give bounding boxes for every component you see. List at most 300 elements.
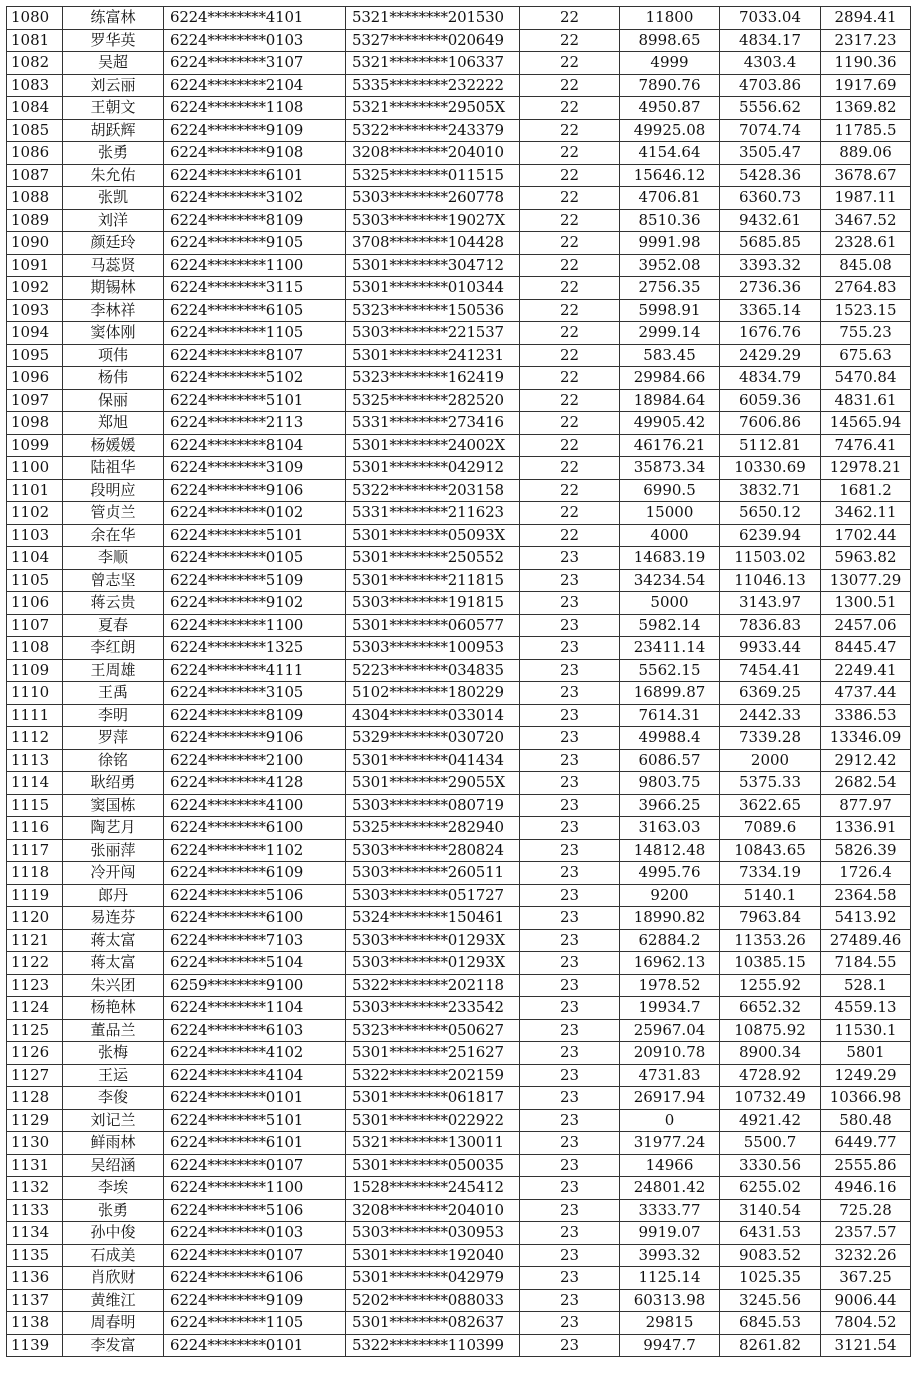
row-number-cell: 1105 <box>7 569 63 592</box>
name-cell: 冷开闯 <box>63 862 164 885</box>
name-cell: 石成美 <box>63 1244 164 1267</box>
name-cell: 余在华 <box>63 524 164 547</box>
id-number-cell: 4304********033014 <box>346 704 520 727</box>
table-row <box>7 412 911 435</box>
row-number-cell: 1130 <box>7 1132 63 1155</box>
row-number-cell: 1109 <box>7 659 63 682</box>
amount-cell: 755.23 <box>821 322 911 345</box>
name-cell: 李俊 <box>63 1087 164 1110</box>
amount-cell: 2682.54 <box>821 772 911 795</box>
name-cell: 黄维江 <box>63 1289 164 1312</box>
name-cell: 夏春 <box>63 614 164 637</box>
id-number-cell: 5303********221537 <box>346 322 520 345</box>
amount-cell: 15000 <box>620 502 720 525</box>
bank-card-cell: 6224********8109 <box>164 209 346 232</box>
bank-card-cell: 6224********2104 <box>164 74 346 97</box>
amount-cell: 4834.17 <box>720 29 821 52</box>
bank-card-cell: 6224********0103 <box>164 29 346 52</box>
row-number-cell: 1134 <box>7 1222 63 1245</box>
bank-card-cell: 6224********1100 <box>164 254 346 277</box>
name-cell: 项伟 <box>63 344 164 367</box>
table-row <box>7 299 911 322</box>
name-cell: 张凯 <box>63 187 164 210</box>
id-number-cell: 5335********232222 <box>346 74 520 97</box>
id-number-cell: 5301********192040 <box>346 1244 520 1267</box>
bank-card-cell: 6224********0101 <box>164 1334 346 1357</box>
amount-cell: 3386.53 <box>821 704 911 727</box>
id-number-cell: 5102********180229 <box>346 682 520 705</box>
amount-cell: 877.97 <box>821 794 911 817</box>
bank-card-cell: 6224********9106 <box>164 727 346 750</box>
row-number-cell: 1101 <box>7 479 63 502</box>
bank-card-cell: 6259********9100 <box>164 974 346 997</box>
row-number-cell: 1122 <box>7 952 63 975</box>
bank-card-cell: 6224********0105 <box>164 547 346 570</box>
id-number-cell: 3708********104428 <box>346 232 520 255</box>
bank-card-cell: 6224********8107 <box>164 344 346 367</box>
group-cell: 22 <box>520 119 620 142</box>
row-number-cell: 1088 <box>7 187 63 210</box>
id-number-cell: 5303********19027X <box>346 209 520 232</box>
table-row <box>7 547 911 570</box>
amount-cell: 11785.5 <box>821 119 911 142</box>
id-number-cell: 5202********088033 <box>346 1289 520 1312</box>
group-cell: 22 <box>520 412 620 435</box>
id-number-cell: 5223********034835 <box>346 659 520 682</box>
table-row <box>7 502 911 525</box>
row-number-cell: 1102 <box>7 502 63 525</box>
amount-cell: 7614.31 <box>620 704 720 727</box>
amount-cell: 25967.04 <box>620 1019 720 1042</box>
amount-cell: 5963.82 <box>821 547 911 570</box>
amount-cell: 5375.33 <box>720 772 821 795</box>
amount-cell: 10366.98 <box>821 1087 911 1110</box>
group-cell: 23 <box>520 592 620 615</box>
table-row <box>7 839 911 862</box>
amount-cell: 2555.86 <box>821 1154 911 1177</box>
amount-cell: 5112.81 <box>720 434 821 457</box>
table-row <box>7 367 911 390</box>
row-number-cell: 1093 <box>7 299 63 322</box>
group-cell: 22 <box>520 52 620 75</box>
row-number-cell: 1121 <box>7 929 63 952</box>
row-number-cell: 1084 <box>7 97 63 120</box>
bank-card-cell: 6224********8109 <box>164 704 346 727</box>
table-row <box>7 884 911 907</box>
table-row <box>7 817 911 840</box>
bank-card-cell: 6224********1105 <box>164 1312 346 1335</box>
name-cell: 杨伟 <box>63 367 164 390</box>
bank-card-cell: 6224********5101 <box>164 389 346 412</box>
row-number-cell: 1123 <box>7 974 63 997</box>
amount-cell: 1336.91 <box>821 817 911 840</box>
group-cell: 23 <box>520 1064 620 1087</box>
bank-card-cell: 6224********0103 <box>164 1222 346 1245</box>
table-row <box>7 344 911 367</box>
name-cell: 蒋云贵 <box>63 592 164 615</box>
bank-card-cell: 6224********1100 <box>164 1177 346 1200</box>
amount-cell: 7334.19 <box>720 862 821 885</box>
amount-cell: 2317.23 <box>821 29 911 52</box>
bank-card-cell: 6224********0107 <box>164 1154 346 1177</box>
row-number-cell: 1116 <box>7 817 63 840</box>
group-cell: 23 <box>520 907 620 930</box>
amount-cell: 580.48 <box>821 1109 911 1132</box>
row-number-cell: 1115 <box>7 794 63 817</box>
row-number-cell: 1100 <box>7 457 63 480</box>
id-number-cell: 5301********24002X <box>346 434 520 457</box>
row-number-cell: 1129 <box>7 1109 63 1132</box>
amount-cell: 4995.76 <box>620 862 720 885</box>
name-cell: 吴超 <box>63 52 164 75</box>
bank-card-cell: 6224********4128 <box>164 772 346 795</box>
row-number-cell: 1080 <box>7 7 63 30</box>
amount-cell: 1249.29 <box>821 1064 911 1087</box>
id-number-cell: 5301********010344 <box>346 277 520 300</box>
id-number-cell: 5301********082637 <box>346 1312 520 1335</box>
table-row <box>7 569 911 592</box>
name-cell: 段明应 <box>63 479 164 502</box>
amount-cell: 16962.13 <box>620 952 720 975</box>
amount-cell: 8998.65 <box>620 29 720 52</box>
group-cell: 23 <box>520 1042 620 1065</box>
table-row <box>7 322 911 345</box>
bank-card-cell: 6224********1325 <box>164 637 346 660</box>
group-cell: 23 <box>520 839 620 862</box>
amount-cell: 3330.56 <box>720 1154 821 1177</box>
amount-cell: 9803.75 <box>620 772 720 795</box>
group-cell: 23 <box>520 1087 620 1110</box>
amount-cell: 14812.48 <box>620 839 720 862</box>
row-number-cell: 1081 <box>7 29 63 52</box>
bank-card-cell: 6224********6101 <box>164 1132 346 1155</box>
amount-cell: 2912.42 <box>821 749 911 772</box>
id-number-cell: 5324********150461 <box>346 907 520 930</box>
table-row <box>7 389 911 412</box>
row-number-cell: 1089 <box>7 209 63 232</box>
id-number-cell: 5303********01293X <box>346 952 520 975</box>
table-row <box>7 1334 911 1357</box>
amount-cell: 15646.12 <box>620 164 720 187</box>
name-cell: 颜廷玲 <box>63 232 164 255</box>
amount-cell: 2249.41 <box>821 659 911 682</box>
name-cell: 李林祥 <box>63 299 164 322</box>
amount-cell: 2457.06 <box>821 614 911 637</box>
bank-card-cell: 6224********5109 <box>164 569 346 592</box>
id-number-cell: 5303********233542 <box>346 997 520 1020</box>
row-number-cell: 1132 <box>7 1177 63 1200</box>
table-row <box>7 142 911 165</box>
table-row <box>7 434 911 457</box>
name-cell: 张梅 <box>63 1042 164 1065</box>
id-number-cell: 1528********245412 <box>346 1177 520 1200</box>
name-cell: 刘记兰 <box>63 1109 164 1132</box>
amount-cell: 6845.53 <box>720 1312 821 1335</box>
amount-cell: 4946.16 <box>821 1177 911 1200</box>
row-number-cell: 1098 <box>7 412 63 435</box>
group-cell: 22 <box>520 389 620 412</box>
amount-cell: 11530.1 <box>821 1019 911 1042</box>
amount-cell: 1702.44 <box>821 524 911 547</box>
name-cell: 李红朗 <box>63 637 164 660</box>
table-row <box>7 232 911 255</box>
amount-cell: 3966.25 <box>620 794 720 817</box>
table-row <box>7 704 911 727</box>
id-number-cell: 5301********061817 <box>346 1087 520 1110</box>
group-cell: 22 <box>520 322 620 345</box>
id-number-cell: 5321********130011 <box>346 1132 520 1155</box>
amount-cell: 4000 <box>620 524 720 547</box>
group-cell: 23 <box>520 997 620 1020</box>
row-number-cell: 1082 <box>7 52 63 75</box>
amount-cell: 1978.52 <box>620 974 720 997</box>
table-row <box>7 277 911 300</box>
amount-cell: 3232.26 <box>821 1244 911 1267</box>
table-row <box>7 164 911 187</box>
name-cell: 王禹 <box>63 682 164 705</box>
amount-cell: 7963.84 <box>720 907 821 930</box>
amount-cell: 5413.92 <box>821 907 911 930</box>
bank-card-cell: 6224********0102 <box>164 502 346 525</box>
amount-cell: 4731.83 <box>620 1064 720 1087</box>
group-cell: 23 <box>520 884 620 907</box>
amount-cell: 10385.15 <box>720 952 821 975</box>
id-number-cell: 5301********060577 <box>346 614 520 637</box>
bank-card-cell: 6224********4102 <box>164 1042 346 1065</box>
name-cell: 保丽 <box>63 389 164 412</box>
row-number-cell: 1107 <box>7 614 63 637</box>
amount-cell: 7184.55 <box>821 952 911 975</box>
table-row <box>7 524 911 547</box>
name-cell: 王运 <box>63 1064 164 1087</box>
bank-card-cell: 6224********5106 <box>164 1199 346 1222</box>
name-cell: 罗华英 <box>63 29 164 52</box>
id-number-cell: 5323********150536 <box>346 299 520 322</box>
row-number-cell: 1124 <box>7 997 63 1020</box>
table-row <box>7 7 911 30</box>
id-number-cell: 5321********106337 <box>346 52 520 75</box>
bank-card-cell: 6224********4100 <box>164 794 346 817</box>
row-number-cell: 1091 <box>7 254 63 277</box>
row-number-cell: 1095 <box>7 344 63 367</box>
amount-cell: 11800 <box>620 7 720 30</box>
bank-card-cell: 6224********1102 <box>164 839 346 862</box>
row-number-cell: 1119 <box>7 884 63 907</box>
amount-cell: 35873.34 <box>620 457 720 480</box>
name-cell: 刘云丽 <box>63 74 164 97</box>
table-row <box>7 1177 911 1200</box>
amount-cell: 5982.14 <box>620 614 720 637</box>
amount-cell: 675.63 <box>821 344 911 367</box>
id-number-cell: 5303********100953 <box>346 637 520 660</box>
amount-cell: 889.06 <box>821 142 911 165</box>
name-cell: 李明 <box>63 704 164 727</box>
group-cell: 22 <box>520 434 620 457</box>
amount-cell: 1681.2 <box>821 479 911 502</box>
table-row <box>7 254 911 277</box>
amount-cell: 3622.65 <box>720 794 821 817</box>
amount-cell: 12978.21 <box>821 457 911 480</box>
amount-cell: 24801.42 <box>620 1177 720 1200</box>
amount-cell: 3462.11 <box>821 502 911 525</box>
group-cell: 23 <box>520 1132 620 1155</box>
row-number-cell: 1085 <box>7 119 63 142</box>
table-row <box>7 457 911 480</box>
name-cell: 马蕊贤 <box>63 254 164 277</box>
amount-cell: 1125.14 <box>620 1267 720 1290</box>
group-cell: 22 <box>520 97 620 120</box>
amount-cell: 1255.92 <box>720 974 821 997</box>
table-row <box>7 1267 911 1290</box>
id-number-cell: 5327********020649 <box>346 29 520 52</box>
amount-cell: 31977.24 <box>620 1132 720 1155</box>
id-number-cell: 5303********280824 <box>346 839 520 862</box>
group-cell: 23 <box>520 1312 620 1335</box>
amount-cell: 7074.74 <box>720 119 821 142</box>
row-number-cell: 1108 <box>7 637 63 660</box>
row-number-cell: 1135 <box>7 1244 63 1267</box>
amount-cell: 14565.94 <box>821 412 911 435</box>
group-cell: 23 <box>520 794 620 817</box>
amount-cell: 5801 <box>821 1042 911 1065</box>
amount-cell: 4559.13 <box>821 997 911 1020</box>
bank-card-cell: 6224********5101 <box>164 524 346 547</box>
amount-cell: 11353.26 <box>720 929 821 952</box>
group-cell: 23 <box>520 862 620 885</box>
bank-card-cell: 6224********3105 <box>164 682 346 705</box>
group-cell: 22 <box>520 479 620 502</box>
id-number-cell: 5303********051727 <box>346 884 520 907</box>
group-cell: 23 <box>520 1177 620 1200</box>
amount-cell: 3467.52 <box>821 209 911 232</box>
amount-cell: 7804.52 <box>821 1312 911 1335</box>
amount-cell: 6449.77 <box>821 1132 911 1155</box>
group-cell: 23 <box>520 547 620 570</box>
amount-cell: 6369.25 <box>720 682 821 705</box>
amount-cell: 2328.61 <box>821 232 911 255</box>
amount-cell: 18984.64 <box>620 389 720 412</box>
amount-cell: 9200 <box>620 884 720 907</box>
amount-cell: 5140.1 <box>720 884 821 907</box>
id-number-cell: 3208********204010 <box>346 1199 520 1222</box>
name-cell: 郑旭 <box>63 412 164 435</box>
row-number-cell: 1131 <box>7 1154 63 1177</box>
bank-card-cell: 6224********4101 <box>164 7 346 30</box>
row-number-cell: 1139 <box>7 1334 63 1357</box>
row-number-cell: 1083 <box>7 74 63 97</box>
bank-card-cell: 6224********4104 <box>164 1064 346 1087</box>
row-number-cell: 1092 <box>7 277 63 300</box>
group-cell: 23 <box>520 704 620 727</box>
table-row <box>7 29 911 52</box>
amount-cell: 367.25 <box>821 1267 911 1290</box>
amount-cell: 9432.61 <box>720 209 821 232</box>
amount-cell: 5685.85 <box>720 232 821 255</box>
row-number-cell: 1086 <box>7 142 63 165</box>
row-number-cell: 1099 <box>7 434 63 457</box>
group-cell: 22 <box>520 502 620 525</box>
id-number-cell: 5322********203158 <box>346 479 520 502</box>
amount-cell: 7836.83 <box>720 614 821 637</box>
amount-cell: 5998.91 <box>620 299 720 322</box>
row-number-cell: 1127 <box>7 1064 63 1087</box>
id-number-cell: 5321********29505X <box>346 97 520 120</box>
bank-card-cell: 6224********6103 <box>164 1019 346 1042</box>
group-cell: 23 <box>520 1154 620 1177</box>
row-number-cell: 1112 <box>7 727 63 750</box>
bank-card-cell: 6224********9105 <box>164 232 346 255</box>
id-number-cell: 5303********260511 <box>346 862 520 885</box>
group-cell: 22 <box>520 232 620 255</box>
amount-cell: 4728.92 <box>720 1064 821 1087</box>
amount-cell: 49925.08 <box>620 119 720 142</box>
table-row <box>7 119 911 142</box>
group-cell: 22 <box>520 7 620 30</box>
name-cell: 朱允佑 <box>63 164 164 187</box>
amount-cell: 7089.6 <box>720 817 821 840</box>
row-number-cell: 1103 <box>7 524 63 547</box>
group-cell: 22 <box>520 254 620 277</box>
bank-card-cell: 6224********2100 <box>164 749 346 772</box>
table-row <box>7 1154 911 1177</box>
amount-cell: 1523.15 <box>821 299 911 322</box>
table-row <box>7 209 911 232</box>
amount-cell: 8261.82 <box>720 1334 821 1357</box>
amount-cell: 19934.7 <box>620 997 720 1020</box>
name-cell: 练富林 <box>63 7 164 30</box>
bank-card-cell: 6224********5102 <box>164 367 346 390</box>
name-cell: 王朝文 <box>63 97 164 120</box>
amount-cell: 5562.15 <box>620 659 720 682</box>
id-number-cell: 5301********29055X <box>346 772 520 795</box>
id-number-cell: 5331********211623 <box>346 502 520 525</box>
amount-cell: 60313.98 <box>620 1289 720 1312</box>
row-number-cell: 1090 <box>7 232 63 255</box>
group-cell: 23 <box>520 1244 620 1267</box>
group-cell: 23 <box>520 974 620 997</box>
id-number-cell: 5321********201530 <box>346 7 520 30</box>
bank-card-cell: 6224********3107 <box>164 52 346 75</box>
amount-cell: 3140.54 <box>720 1199 821 1222</box>
amount-cell: 2000 <box>720 749 821 772</box>
group-cell: 22 <box>520 142 620 165</box>
amount-cell: 1676.76 <box>720 322 821 345</box>
amount-cell: 3993.32 <box>620 1244 720 1267</box>
id-number-cell: 5331********273416 <box>346 412 520 435</box>
name-cell: 张丽萍 <box>63 839 164 862</box>
id-number-cell: 5301********251627 <box>346 1042 520 1065</box>
bank-card-cell: 6224********5101 <box>164 1109 346 1132</box>
name-cell: 张勇 <box>63 1199 164 1222</box>
amount-cell: 10843.65 <box>720 839 821 862</box>
amount-cell: 2999.14 <box>620 322 720 345</box>
id-number-cell: 5325********011515 <box>346 164 520 187</box>
row-number-cell: 1128 <box>7 1087 63 1110</box>
name-cell: 刘洋 <box>63 209 164 232</box>
table-row <box>7 997 911 1020</box>
table-row <box>7 749 911 772</box>
amount-cell: 3678.67 <box>821 164 911 187</box>
name-cell: 易连芬 <box>63 907 164 930</box>
bank-card-cell: 6224********5106 <box>164 884 346 907</box>
amount-cell: 9083.52 <box>720 1244 821 1267</box>
table-row <box>7 479 911 502</box>
amount-cell: 11046.13 <box>720 569 821 592</box>
id-number-cell: 5322********202118 <box>346 974 520 997</box>
table-row <box>7 862 911 885</box>
amount-cell: 23411.14 <box>620 637 720 660</box>
amount-cell: 9919.07 <box>620 1222 720 1245</box>
